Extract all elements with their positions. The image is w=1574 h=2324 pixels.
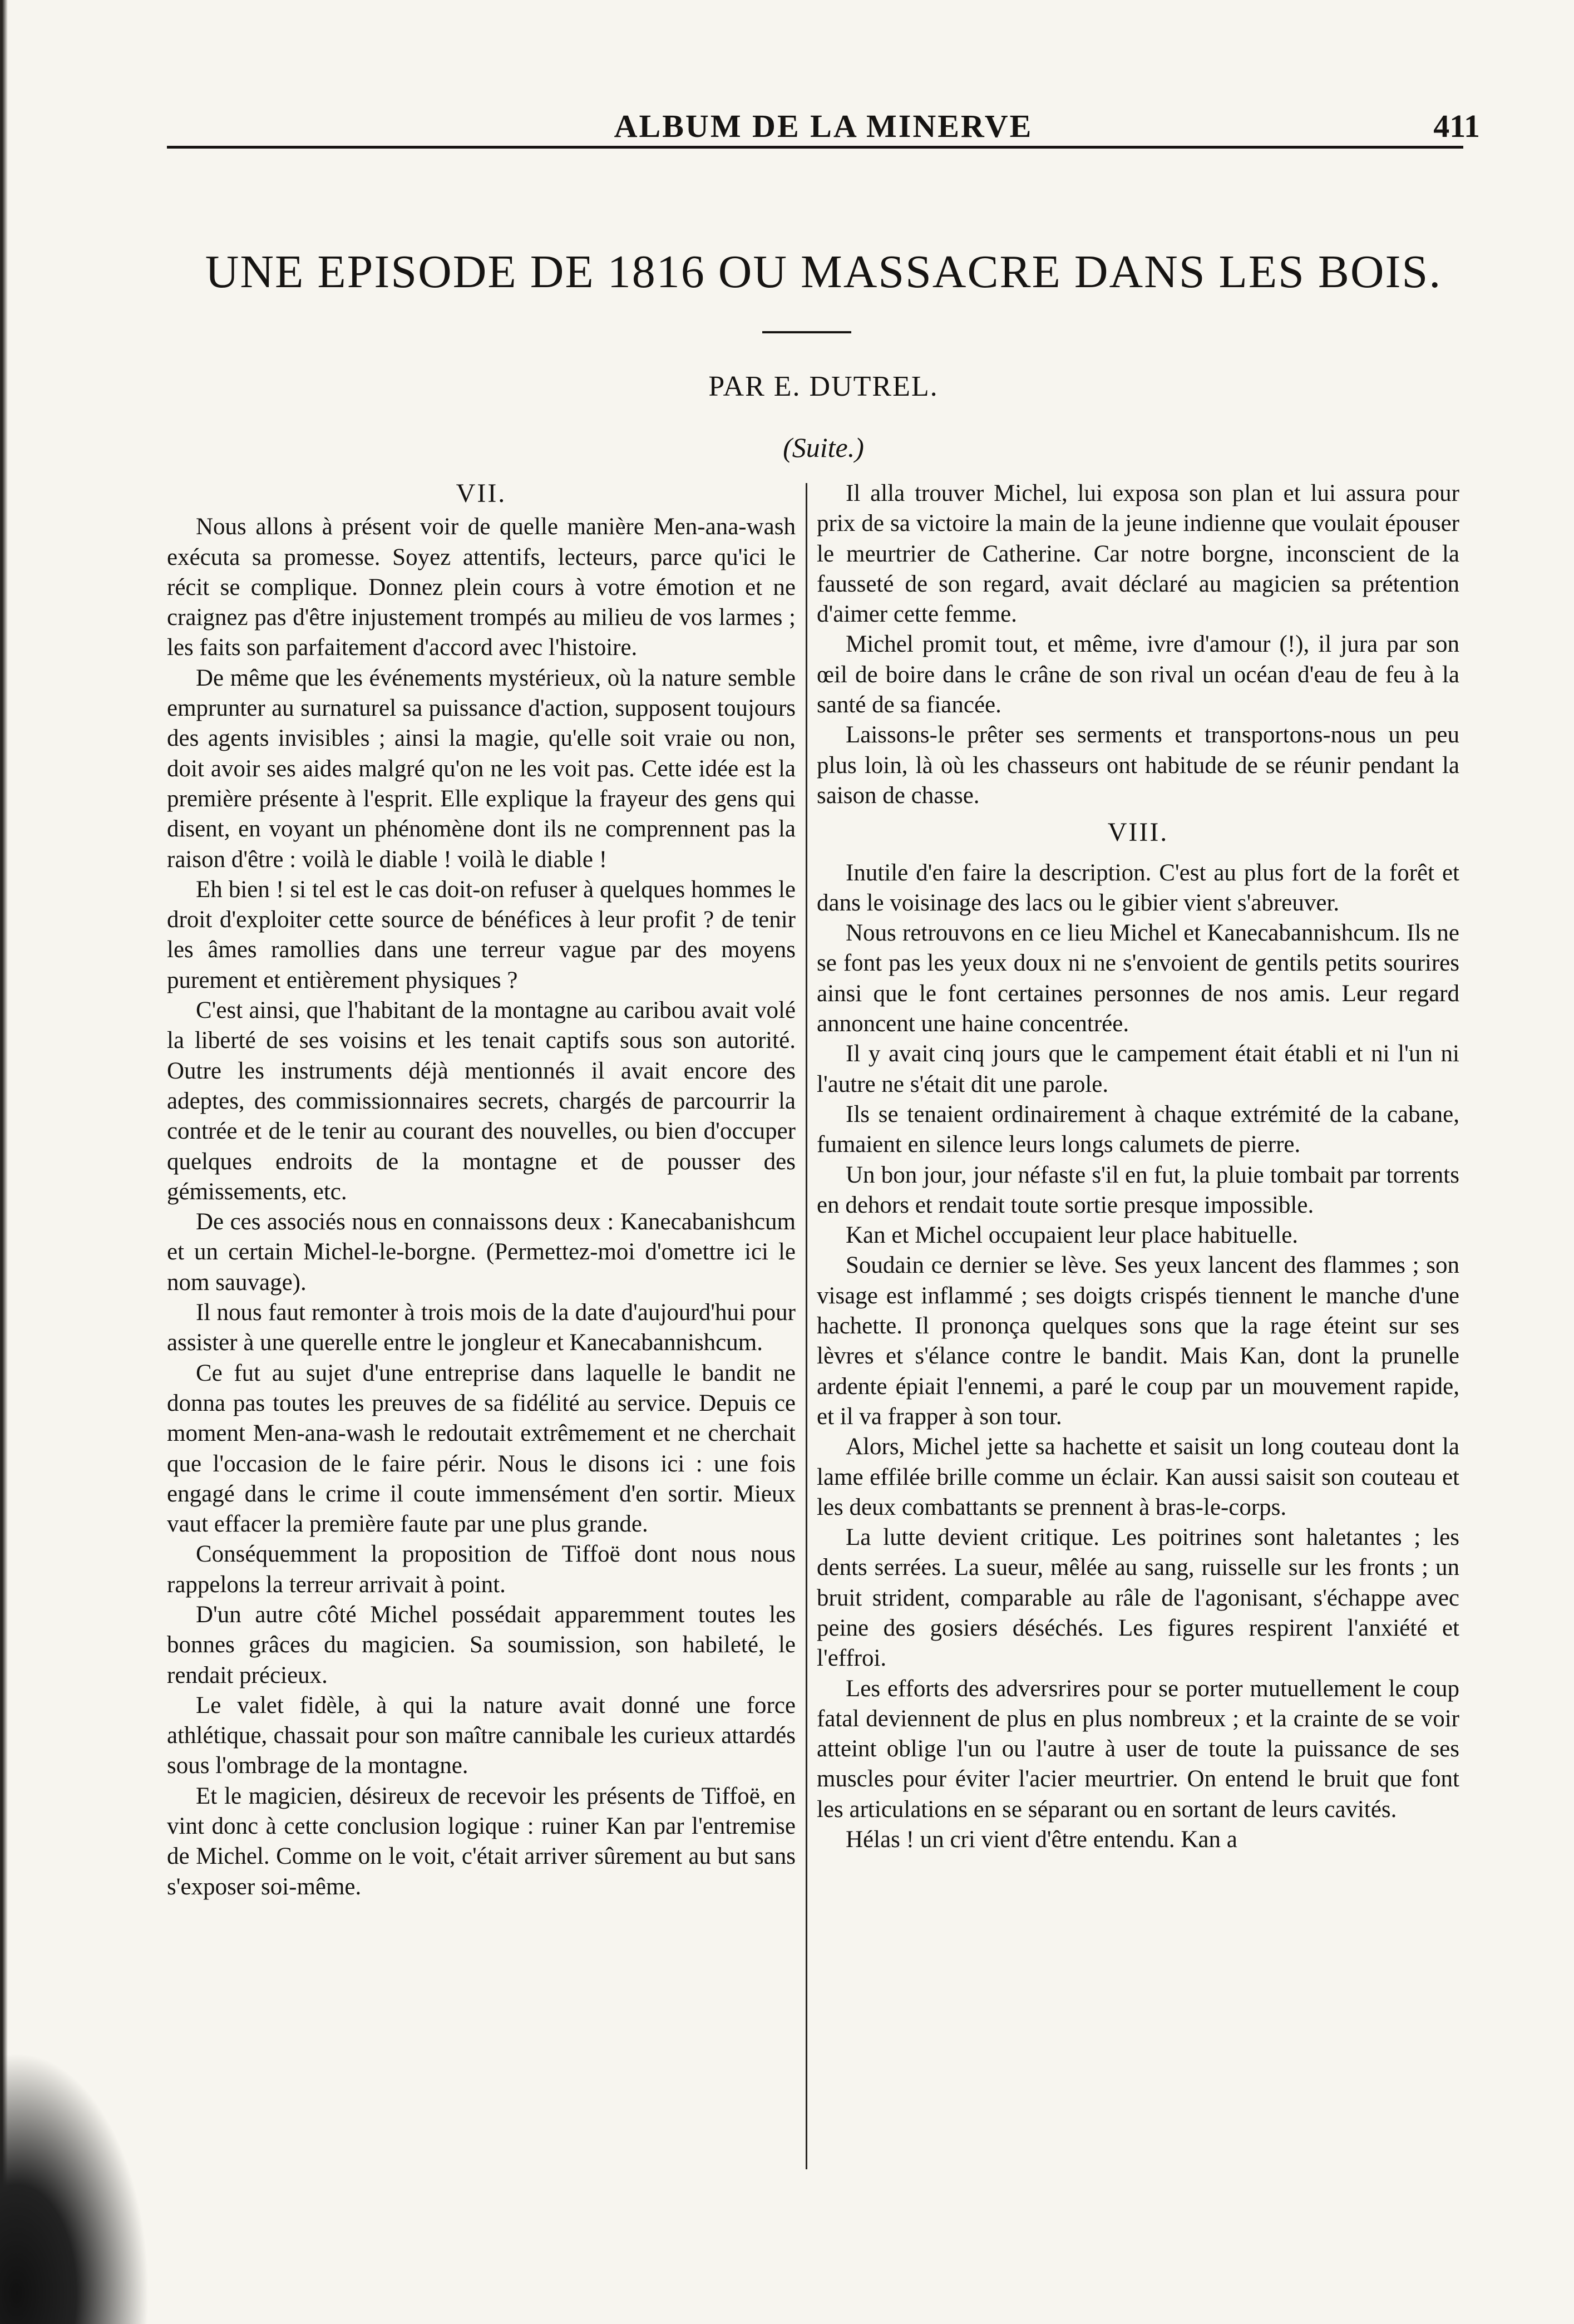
paragraph: Et le magicien, désireux de recevoir les présents de Tiffoë, en vint donc à cette conclusion logique : ruiner Kan par l'entremise de Michel. Comme on le voit, c'était arriver sûrement au but sans s'exposer soi-même. [167,1783,796,1900]
column-divider [806,483,807,2169]
running-title: ALBUM DE LA MINERVE [614,108,1033,144]
title-divider [762,331,851,333]
header-rule [167,146,1463,149]
paragraph: Inutile d'en faire la description. C'est au plus fort de la forêt et dans le voisinage des lacs ou le gibier vient s'abreuver. [817,859,1459,916]
paragraph: Les efforts des adversrires pour se porter mutuellement le coup fatal deviennent de plus en plus nombreux ; et la crainte de se voir atteint oblige l'un ou l'autre à user de toute la puissance de ses muscles pour éviter l'acier meurtrier. On entend le bruit que font les articulations en se séparant ou en sortant de leurs cavités. [817,1675,1459,1823]
paragraph: Ce fut au sujet d'une entreprise dans laquelle le bandit ne donna pas toutes les preuves de sa fidélité au service. Depuis ce moment Men-ana-wash le redoutait extrêmement et ne cherchait que l'occasion de le faire périr. Nous le disons ici : une fois engagé dans le crime il coute immensément d'en sortir. Mieux vaut effacer la première faute par une plus grande. [167,1360,796,1538]
paragraph: De ces associés nous en connaissons deux : Kanecabanishcum et un certain Michel-le-borgne. (Permettez-moi d'omettre ici le nom sauvage). [167,1209,796,1296]
page-number: 411 [1433,108,1480,144]
paragraph: Il nous faut remonter à trois mois de la date d'aujourd'hui pour assister à une querelle entre le jongleur et Kanecabannishcum. [167,1299,796,1356]
paragraph: Nous allons à présent voir de quelle manière Men-ana-wash exécuta sa promesse. Soyez attentifs, lecteurs, parce qu'ici le récit se complique. Donnez plein cours à votre émotion et ne craignez pas d'être injustement trompés au milieu de vos larmes ; les faits son parfaitement d'accord avec l'histoire. [167,514,796,661]
paragraph: Le valet fidèle, à qui la nature avait donné une force athlétique, chassait pour son maître cannibale les curieux attardés sous l'ombrage de la montagne. [167,1692,796,1779]
paragraph: Ils se tenaient ordinairement à chaque extrémité de la cabane, fumaient en silence leurs longs calumets de pierre. [817,1101,1459,1158]
paragraph: Conséquemment la proposition de Tiffoë dont nous nous rappelons la terreur arrivait à point. [167,1541,796,1598]
paragraph: Michel promit tout, et même, ivre d'amour (!), il jura par son œil de boire dans le crâne de son rival un océan d'eau de feu à la santé de sa fiancée. [817,631,1459,718]
paragraph: La lutte devient critique. Les poitrines sont haletantes ; les dents serrées. La sueur, mêlée au sang, ruisselle sur les fronts ; un bruit strident, comparable au râle de l'agonisant, s'échappe avec peine des gosiers déséchés. Les figures respirent l'anxiété et l'effroi. [817,1524,1459,1672]
paragraph: Soudain ce dernier se lève. Ses yeux lancent des flammes ; son visage est inflammé ; ses doigts crispés tiennent le manche d'une hachette. Il prononça quelques sons que la rage éteint sur ses lèvres et s'élance contre le bandit. Mais Kan, dont la prunelle ardente épiait l'ennemi, a paré le coup par un mouvement rapide, et il va frapper à son tour. [817,1252,1459,1430]
paragraph: Kan et Michel occupaient leur place habituelle. [846,1222,1299,1249]
section-heading-viii: VIII. [1107,818,1169,848]
paragraph: C'est ainsi, que l'habitant de la montagne au caribou avait volé la liberté de ses voisins et les tenait captifs sous son autorité. Outre les instruments déjà mentionnés il avait encore des adeptes, des commissionnaires secrets, chargés de parcourrir la contrée et de le tenir au courant des nouvelles, ou bien d'occuper quelques endroits de la montagne et de pousser des gémissements, etc. [167,997,796,1205]
paragraph: Laissons-le prêter ses serments et transportons-nous un peu plus loin, là où les chasseurs ont habitude de se réunir pendant la saison de chasse. [817,722,1459,809]
article-title: UNE EPISODE DE 1816 OU MASSACRE DANS LES BOIS. [205,246,1442,298]
paragraph: Hélas ! un cri vient d'être entendu. Kan a [846,1826,1237,1853]
scan-shadow [0,2020,167,2324]
paragraph: D'un autre côté Michel possédait apparemment toutes les bonnes grâces du magicien. Sa soumission, son habileté, le rendait précieux. [167,1601,796,1688]
left-column [167,479,796,2193]
section-heading-vii: VII. [456,479,507,508]
paragraph: Eh bien ! si tel est le cas doit-on refuser à quelques hommes le droit d'exploiter cette source de bénéfices à leur profit ? de tenir les âmes ramollies dans une terreur vague par des moyens purement et entièrement physiques ? [167,876,796,993]
article-byline: PAR E. DUTREL. [708,371,939,402]
continued-label: (Suite.) [783,432,864,463]
paragraph: Il y avait cinq jours que le campement était établi et ni l'un ni l'autre ne s'était dit une parole. [817,1041,1459,1097]
page-binding-edge [0,0,19,2324]
paragraph: Alors, Michel jette sa hachette et saisit un long couteau dont la lame effilée brille comme un éclair. Kan aussi saisit son couteau et les deux combattants se prennent à bras-le-corps. [817,1434,1459,1520]
paragraph: Il alla trouver Michel, lui exposa son plan et lui assura pour prix de sa victoire la main de la jeune indienne que voulait épouser le meurtrier de Catherine. Car notre borgne, inconscient de la fausseté de son regard, avait déclaré au magicien sa prétention d'aimer cette femme. [817,480,1459,628]
paragraph: Nous retrouvons en ce lieu Michel et Kanecabannishcum. Ils ne se font pas les yeux doux ni ne s'envoient de gentils petits sourires ainsi que le font certaines personnes de nos amis. Leur regard annoncent une haine concentrée. [817,920,1459,1037]
paragraph: Un bon jour, jour néfaste s'il en fut, la pluie tombait par torrents en dehors et rendait toute sortie presque impossible. [817,1161,1459,1218]
paragraph: De même que les événements mystérieux, où la nature semble emprunter au surnaturel sa puissance d'action, supposent toujours des agents invisibles ; ainsi la magie, qu'elle soit vraie ou non, doit avoir ses aides malgré qu'on ne les voit pas. Cette idée est la première présente à l'esprit. Elle explique la frayeur des gens qui disent, en voyant un phénomène dont ils ne comprennent pas la raison d'être : voilà le diable ! voilà le diable ! [167,664,796,873]
right-column [817,479,1459,2193]
